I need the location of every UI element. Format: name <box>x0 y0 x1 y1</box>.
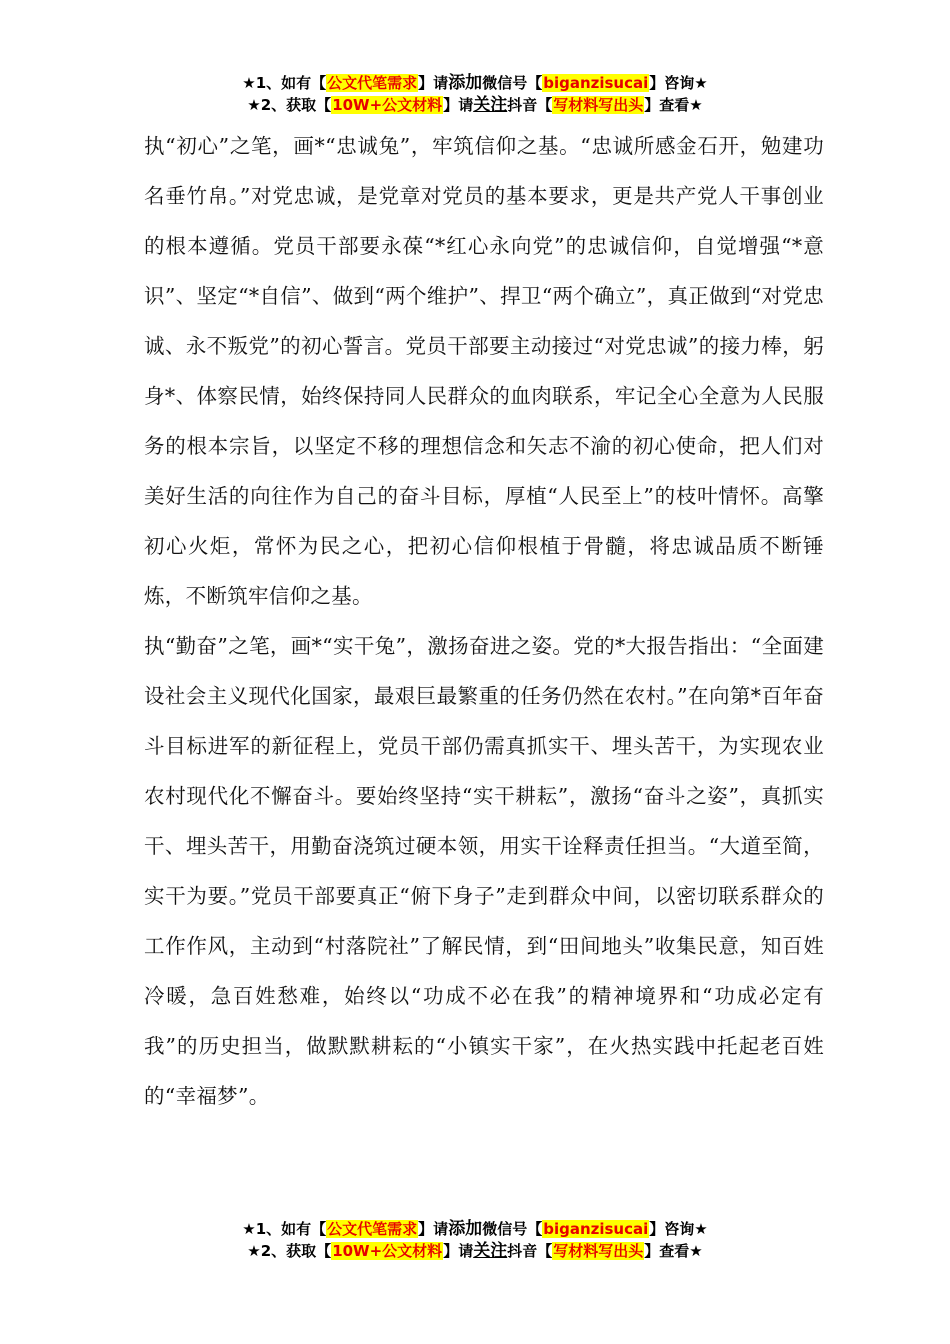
banner-line-2: ★2、获取【10W+公文材料】请关注抖音【写材料写出头】查看★ <box>247 95 703 115</box>
paragraph-diligence: 执“勤奋”之笔，画*“实干兔”，激扬奋进之姿。党的*大报告指出：“全面建设社会主义现代化国家，最艰巨最繁重的任务仍然在农村。”在向第*百年奋斗目标进军的新征程上，党员干部仍需真抓实干、埋头苦干，为实现农业农村现代化不懈奋斗。要始终坚持“实干耕耘”，激扬“奋斗之姿”，真抓实干、埋头苦干，用勤奋浇筑过硬本领，用实干诠释责任担当。“大道至简，实干为要。”党员干部要真正“俯下身子”走到群众中间，以密切联系群众的工作作风，主动到“村落院社”了解民情，到“田间地头”收集民意，知百姓冷暖，急百姓愁难，始终以“功成不必在我”的精神境界和“功成必定有我”的历史担当，做默默耕耘的“小镇实干家”，在火热实践中托起老百姓的“幸福梦”。 <box>144 634 824 1108</box>
highlight-materials: 10W+公文材料 <box>332 1242 443 1260</box>
footer-banner <box>0 1218 950 1262</box>
header-banner <box>0 72 950 116</box>
highlight-wechat-id: biganzisucai <box>543 74 649 92</box>
banner-line-2: ★2、获取【10W+公文材料】请关注抖音【写材料写出头】查看★ <box>247 1241 703 1261</box>
banner-line-1: ★1、如有【公文代笔需求】请添加微信号【biganzisucai】咨询★ <box>242 1219 708 1239</box>
paragraph-loyalty: 执“初心”之笔，画*“忠诚兔”，牢筑信仰之基。“忠诚所感金石开，勉建功名垂竹帛。”对党忠诚，是党章对党员的基本要求，更是共产党人干事创业的根本遵循。党员干部要永葆“*红心永向党”的忠诚信仰，自觉增强“*意识”、坚定“*自信”、做到“两个维护”、捍卫“两个确立”，真正做到“对党忠诚、永不叛党”的初心誓言。党员干部要主动接过“对党忠诚”的接力棒，躬身*、体察民情，始终保持同人民群众的血肉联系，牢记全心全意为人民服务的根本宗旨，以坚定不移的理想信念和矢志不渝的初心使命，把人们对美好生活的向往作为自己的奋斗目标，厚植“人民至上”的枝叶情怀。高擎初心火炬，常怀为民之心，把初心信仰根植于骨髓，将忠诚品质不断锤炼，不断筑牢信仰之基。 <box>144 134 824 608</box>
highlight-douyin: 写材料写出头 <box>553 96 644 114</box>
highlight-service: 公文代笔需求 <box>327 1220 418 1238</box>
highlight-douyin: 写材料写出头 <box>553 1242 644 1260</box>
highlight-service: 公文代笔需求 <box>327 74 418 92</box>
highlight-materials: 10W+公文材料 <box>332 96 443 114</box>
banner-line-1: ★1、如有【公文代笔需求】请添加微信号【biganzisucai】咨询★ <box>242 73 708 93</box>
highlight-wechat-id: biganzisucai <box>543 1220 649 1238</box>
document-body <box>144 121 824 1121</box>
